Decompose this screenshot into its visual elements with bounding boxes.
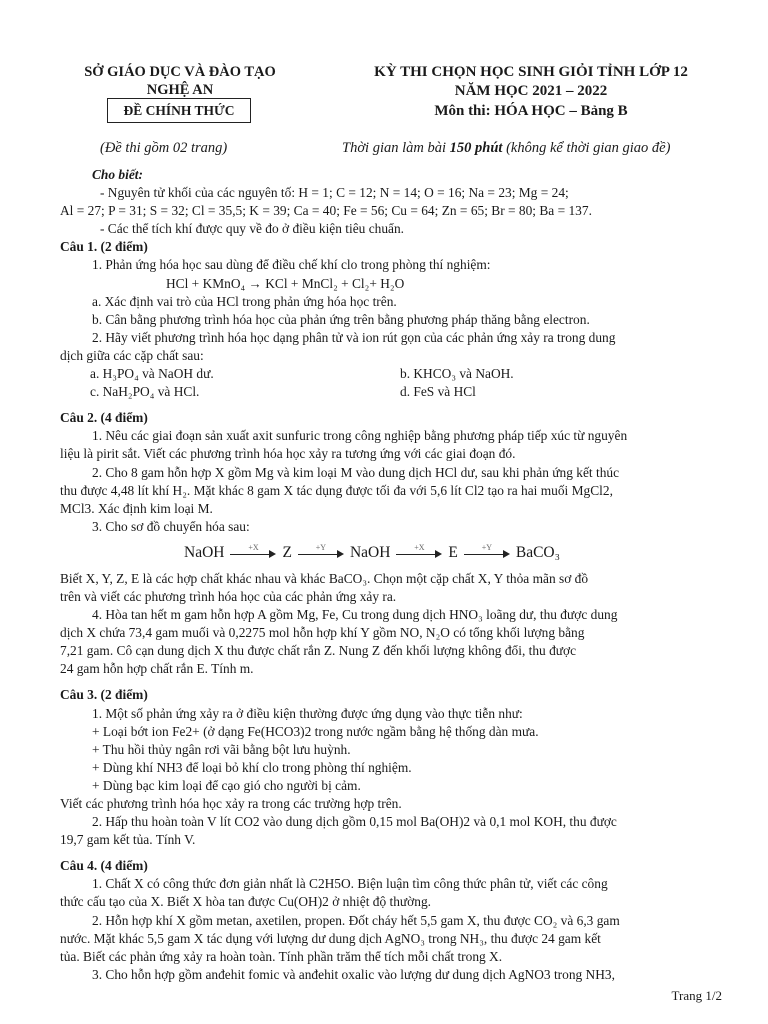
q3-part-2-line-2: 19,7 gam kết tủa. Tính V.: [60, 832, 196, 848]
school-year: NĂM HỌC 2021 – 2022: [454, 83, 608, 99]
exam-title: KỲ THI CHỌN HỌC SINH GIỎI TỈNH LỚP 12: [374, 64, 688, 80]
q3-bullet-4: + Dùng bạc kim loại để cạo gió cho người bị cảm.: [92, 777, 361, 793]
q3-bullet-3: + Dùng khí NH3 để loại bỏ khí clo trong phòng thí nghiệm.: [92, 759, 412, 775]
q3-part-2-line-1: 2. Hấp thu hoàn toàn V lít CO2 vào dung dịch gồm 0,15 mol Ba(OH)2 và 0,1 mol KOH, thu được: [92, 814, 617, 830]
q4-part-2-line-2: nước. Mặt khác 5,5 gam X tác dụng với lượng dư dung dịch AgNO₃ trong NH₃, thu được 24 gam kết: [60, 930, 601, 946]
q3-part-1: 1. Một số phản ứng xảy ra ở điều kiện thường được ứng dụng vào thực tiễn như:: [92, 705, 523, 721]
q3-bullet-2: + Thu hồi thủy ngân rơi vãi bằng bột lưu huỳnh.: [92, 741, 351, 757]
q2-part-4-line-3: 7,21 gam. Cô cạn dung dịch X thu được chất rắn Z. Nung Z đến khối lượng không đổi, thu được: [60, 643, 577, 659]
exam-body: [60, 166, 716, 984]
q1-part-b: b. Cân bằng phương trình hóa học của phản ứng trên bằng phương pháp thăng bằng electron.: [92, 311, 590, 327]
time-note: Thời gian làm bài 150 phút (không kể thời gian giao đề): [342, 140, 671, 156]
given-line-3: - Các thể tích khí được quy về đo ở điều kiện tiêu chuẩn.: [100, 221, 405, 237]
q2-part-4-line-1: 4. Hòa tan hết m gam hỗn hợp A gồm Mg, Fe, Cu trong dung dịch HNO₃ loãng dư, thu được dung: [92, 607, 618, 623]
q4-part-2-line-1: 2. Hỗn hợp khí X gồm metan, axetilen, propen. Đốt cháy hết 5,5 gam X, thu được CO₂ và 6,3 gam: [92, 912, 620, 928]
q2-part-4-line-2: dịch X chứa 73,4 gam muối và 0,2275 mol hỗn hợp khí Y gồm NO, N₂O có tổng khối lượng bằng: [60, 625, 585, 641]
q2-part-2-line-2: thu được 4,48 lít khí H₂. Mặt khác 8 gam X tác dụng được tối đa với 5,6 lít Cl2 tạo ra hai muối MgCl2,: [60, 482, 613, 498]
q3-bullet-1: + Loại bớt ion Fe2+ (ở dạng Fe(HCO3)2 trong nước ngầm bằng hệ thống dàn mưa.: [92, 723, 539, 739]
scheme-node-4: E: [448, 543, 458, 561]
q1-option-b: b. KHCO₃ và NaOH.: [400, 366, 514, 382]
scheme-node-1: NaOH: [184, 543, 225, 561]
q1-part-a: a. Xác định vai trò của HCl trong phản ứng hóa học trên.: [92, 293, 397, 309]
q4-part-1-line-1: 1. Chất X có công thức đơn giản nhất là C2H5O. Biện luận tìm công thức phân tử, viết các công: [92, 876, 608, 892]
q3-part-1-conclusion: Viết các phương trình hóa học xảy ra trong các trường hợp trên.: [60, 796, 402, 811]
q4-part-1-line-2: thức cấu tạo của X. Biết X hòa tan được Cu(OH)2 ở nhiệt độ thường.: [60, 894, 432, 910]
reaction-arrow-icon: +Y: [298, 548, 344, 558]
question-4-title: Câu 4. (4 điểm): [60, 858, 148, 874]
q1-part-2-line-1: 2. Hãy viết phương trình hóa học dạng phân tử và ion rút gọn của các phản ứng xảy ra trong dung: [92, 329, 616, 345]
reaction-arrow-icon: +Y: [464, 548, 510, 558]
question-2-title: Câu 2. (4 điểm): [60, 410, 148, 426]
page-number: Trang 1/2: [671, 988, 722, 1003]
q2-part-1-line-1: 1. Nêu các giai đoạn sản xuất axit sunfuric trong công nghiệp bằng phương pháp tiếp xúc từ nguyên: [92, 428, 628, 444]
q4-part-3-line-1: 3. Cho hỗn hợp gồm anđehit fomic và anđehit oxalic vào lượng dư dung dịch AgNO3 trong NH3,: [92, 966, 615, 982]
q1-option-d: d. FeS và HCl: [400, 384, 476, 400]
q2-part-2-line-3: MCl3. Xác định kim loại M.: [60, 500, 213, 516]
official-exam-box: ĐỀ CHÍNH THỨC: [107, 98, 251, 123]
q1-option-a: a. H₃PO₄ và NaOH dư.: [90, 366, 214, 382]
q2-part-4-line-4: 24 gam hỗn hợp chất rắn E. Tính m.: [60, 661, 254, 677]
q2-part-3-line-2: Biết X, Y, Z, E là các hợp chất khác nhau và khác BaCO₃. Chọn một cặp chất X, Y thỏa mãn sơ đồ: [60, 570, 589, 586]
conversion-scheme: [60, 536, 716, 570]
q2-part-1-line-2: liệu là pirit sắt. Viết các phương trình hóa học xảy ra tương ứng với các giai đoạn đó.: [60, 446, 516, 462]
q1-option-c: c. NaH₂PO₄ và HCl.: [90, 384, 200, 400]
department-name: SỞ GIÁO DỤC VÀ ĐÀO TẠO: [84, 64, 276, 80]
reaction-arrow-icon: +X: [230, 548, 276, 558]
q2-part-2-line-1: 2. Cho 8 gam hỗn hợp X gồm Mg và kim loại M vào dung dịch HCl dư, sau khi phản ứng kết thúc: [92, 464, 620, 480]
scheme-node-3: NaOH: [349, 543, 391, 561]
q1-equation: HCl + KMnO₄ → KCl + MnCl₂ + Cl₂+ H₂O: [166, 275, 405, 291]
question-3-title: Câu 3. (2 điểm): [60, 687, 148, 703]
q1-options-row-1: [60, 365, 716, 383]
q1-options-row-2: [60, 383, 716, 401]
given-title: Cho biết:: [92, 167, 143, 182]
question-1-title: Câu 1. (2 điểm): [60, 239, 148, 255]
scheme-node-2: Z: [282, 543, 292, 561]
reaction-arrow-icon: +X: [396, 548, 442, 558]
given-line-1: - Nguyên tử khối của các nguyên tố: H = 1; C = 12; N = 14; O = 16; Na = 23; Mg = 24;: [100, 185, 569, 201]
q1-part-1: 1. Phản ứng hóa học sau dùng để điều chế khí clo trong phòng thí nghiệm:: [92, 257, 491, 273]
q4-part-2-line-3: tủa. Biết các phản ứng xảy ra hoàn toàn. Tính phần trăm thể tích mỗi chất trong X.: [60, 948, 503, 964]
q2-part-3: 3. Cho sơ đồ chuyển hóa sau:: [92, 518, 250, 534]
pages-note: (Đề thi gồm 02 trang): [100, 140, 228, 156]
subject-title: Môn thi: HÓA HỌC – Bảng B: [434, 103, 628, 119]
given-line-2: Al = 27; P = 31; S = 32; Cl = 35,5; K = 39; Ca = 40; Fe = 56; Cu = 64; Zn = 65; Br = 80; Ba = 137.: [60, 203, 592, 219]
scheme-node-5: BaCO₃: [515, 543, 561, 561]
province-name: NGHỆ AN: [146, 82, 214, 98]
q1-part-2-line-2: dịch giữa các cặp chất sau:: [60, 347, 204, 363]
q2-part-3-line-3: trên và viết các phương trình hóa học của các phản ứng xảy ra.: [60, 588, 397, 604]
